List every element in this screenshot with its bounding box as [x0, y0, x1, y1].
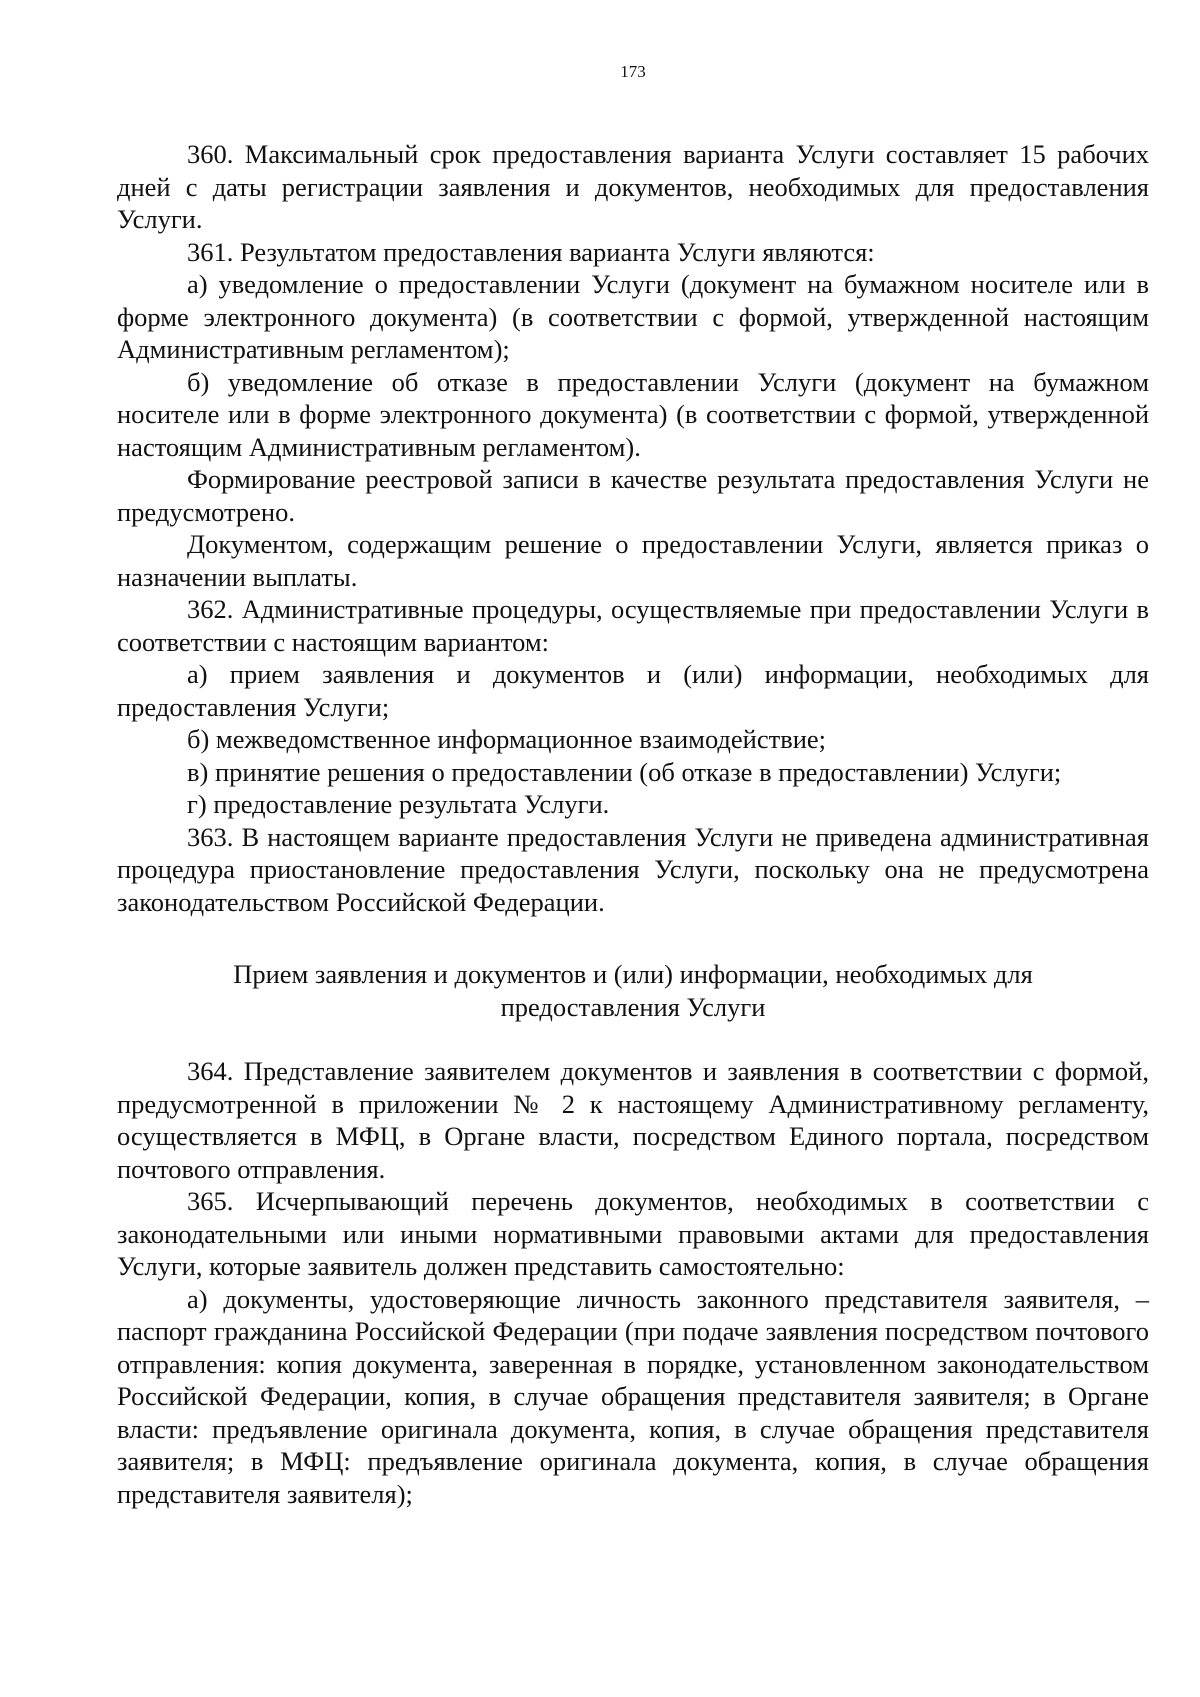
paragraph-361-b: б) уведомление об отказе в предоставлении Услуги (документ на бумажном носителе или в форме электронного документа) (в соответствии с формой, утвержденной настоящим Административным регламентом). [117, 366, 1149, 462]
page-number: 173 [620, 62, 646, 81]
paragraph-362-a: а) прием заявления и документов и (или) информации, необходимых для предоставления Услуги; [117, 659, 1149, 722]
paragraph-362-v: в) принятие решения о предоставлении (об отказе в предоставлении) Услуги; [187, 756, 1062, 787]
document-page [117, 62, 1149, 1510]
paragraph-361: 361. Результатом предоставления варианта Услуги являются: [187, 236, 875, 267]
paragraph-360: 360. Максимальный срок предоставления варианта Услуги составляет 15 рабочих дней с даты регистрации заявления и документов, необходимых для предоставления Услуги. [117, 139, 1149, 234]
paragraph-registry-note: Формирование реестровой записи в качестве результата предоставления Услуги не предусмотрено. [117, 464, 1149, 527]
paragraph-364: 364. Представление заявителем документов и заявления в соответствии с формой, предусмотренной в приложении № 2 к настоящему Административному регламенту, осуществляется в МФЦ, в Органе власти, посредством Единого портала, посредством почтового отправления. [117, 1056, 1149, 1184]
paragraph-362: 362. Административные процедуры, осуществляемые при предоставлении Услуги в соответствии с настоящим вариантом: [117, 594, 1149, 657]
section-heading: Прием заявления и документов и (или) информации, необходимых для предоставления Услуги [233, 959, 1033, 1022]
paragraph-363: 363. В настоящем варианте предоставления Услуги не приведена административная процедура приостановление предоставления Услуги, поскольку она не предусмотрена законодательством Российской Федерации. [117, 821, 1149, 917]
paragraph-365: 365. Исчерпывающий перечень документов, необходимых в соответствии с законодательными или иными нормативными правовыми актами для предоставления Услуги, которые заявитель должен представить самостоятельно: [117, 1186, 1149, 1281]
paragraph-365-a: а) документы, удостоверяющие личность законного представителя заявителя, – паспорт гражданина Российской Федерации (при подаче заявления посредством почтового отправления: копия документа, заверенная в порядке, установленном законодательством Российской Федерации, копия, в случае обращения представителя заявителя; в Органе власти: предъявление оригинала документа, копия, в случае обращения представителя заявителя; в МФЦ: предъявление оригинала документа, копия, в случае обращения представителя заявителя); [117, 1283, 1149, 1509]
paragraph-362-b: б) межведомственное информационное взаимодействие; [187, 724, 827, 754]
paragraph-decision-document: Документом, содержащим решение о предоставлении Услуги, является приказ о назначении выплаты. [117, 529, 1149, 592]
paragraph-362-g: г) предоставление результата Услуги. [187, 789, 610, 819]
paragraph-361-a: а) уведомление о предоставлении Услуги (документ на бумажном носителе или в форме электронного документа) (в соответствии с формой, утвержденной настоящим Административным регламентом); [117, 269, 1149, 364]
